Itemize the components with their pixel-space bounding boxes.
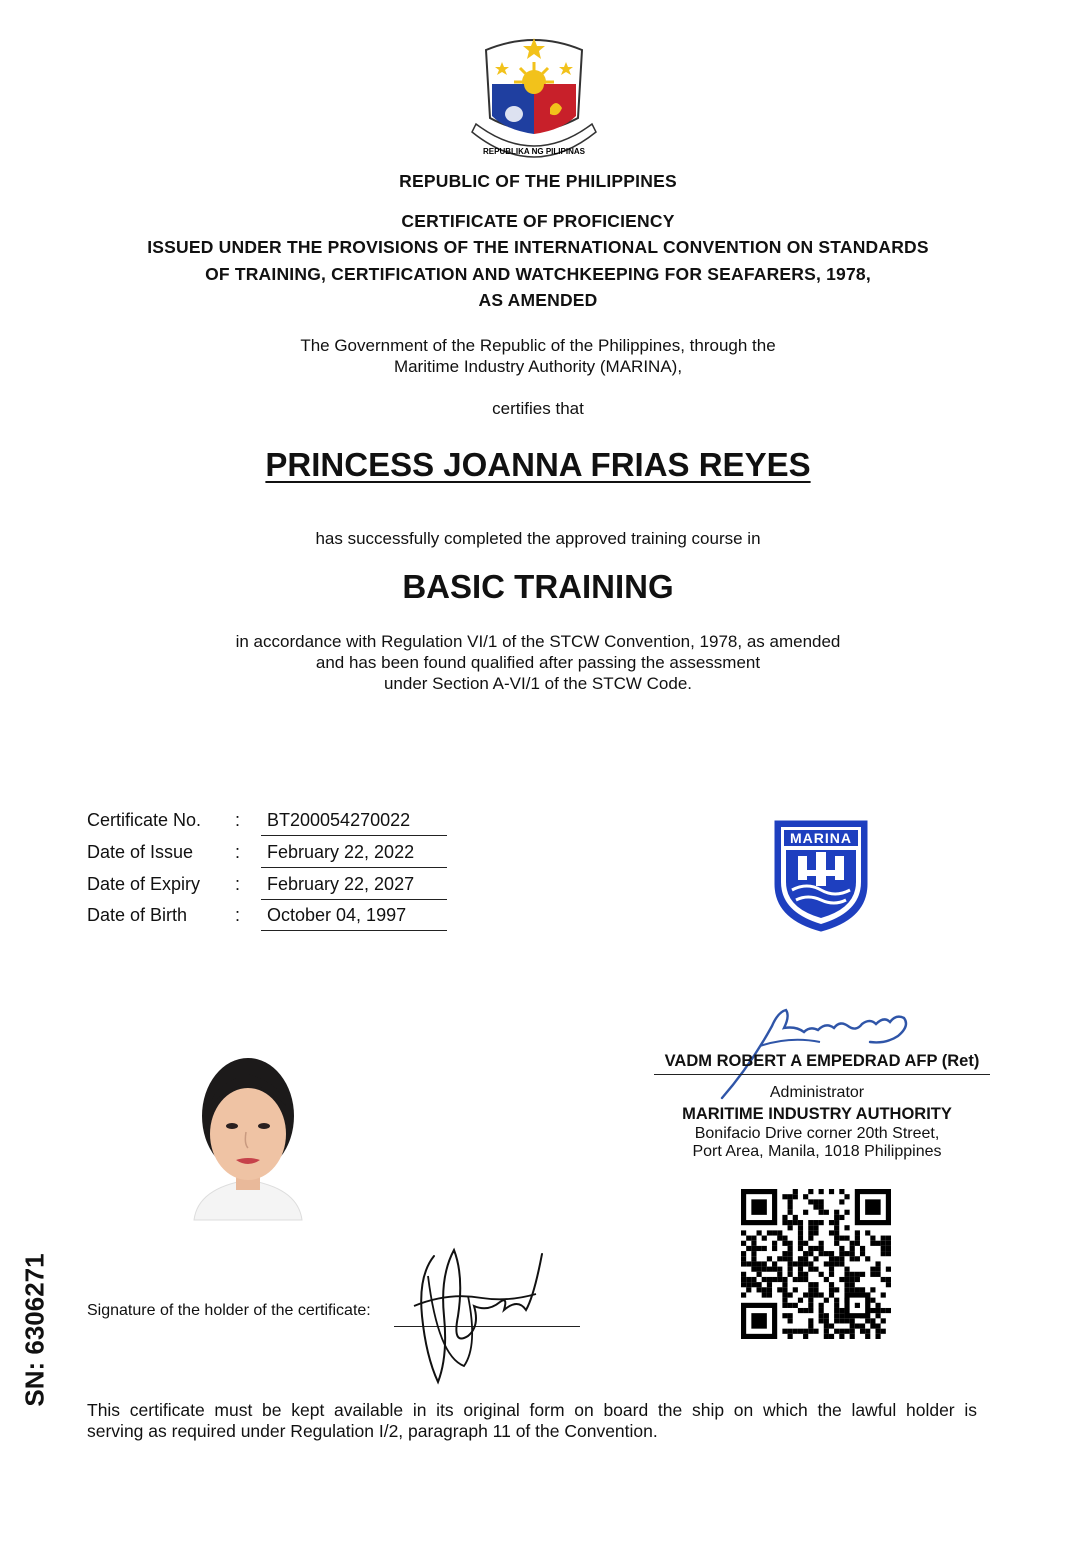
detail-value: February 22, 2027 <box>261 874 447 900</box>
certificate-title-line-3: OF TRAINING, CERTIFICATION AND WATCHKEEPING FOR SEAFARERS, 1978, <box>205 264 871 284</box>
intro-text-line-2: Maritime Industry Authority (MARINA), <box>393 357 683 376</box>
detail-label: Date of Issue <box>87 842 194 862</box>
detail-row-date-of-expiry <box>87 874 449 904</box>
serial-number: SN: 6306271 <box>19 1253 50 1407</box>
detail-colon: : <box>235 905 241 925</box>
detail-row-date-of-issue <box>87 842 449 872</box>
detail-colon: : <box>235 810 241 830</box>
administrator-signature-line <box>654 1074 990 1075</box>
certificate-title-line-4: AS AMENDED <box>478 290 598 310</box>
qr-code <box>741 1189 891 1339</box>
detail-colon: : <box>235 874 241 894</box>
holder-signature <box>408 1236 548 1386</box>
detail-label: Certificate No. <box>87 810 202 830</box>
agency-address: Bonifacio Drive corner 20th Street, <box>694 1125 940 1142</box>
footer-text-line-2: serving as required under Regulation I/2, paragraph 11 of the Convention. <box>87 1421 658 1441</box>
signature-label: Signature of the holder of the certificate: <box>87 1302 371 1319</box>
detail-value: February 22, 2022 <box>261 842 447 868</box>
detail-value: October 04, 1997 <box>261 905 447 931</box>
regulation-text-line-2: and has been found qualified after passing the assessment <box>315 653 761 672</box>
regulation-text-line-3: under Section A-VI/1 of the STCW Code. <box>383 674 693 693</box>
administrator-title: Administrator <box>769 1084 865 1101</box>
detail-label: Date of Birth <box>87 905 188 925</box>
agency-name: MARITIME INDUSTRY AUTHORITY <box>682 1105 952 1123</box>
intro-text: The Government of the Republic of the Philippines, through the <box>300 336 776 355</box>
philippine-seal-icon <box>466 32 602 166</box>
detail-label: Date of Expiry <box>87 874 201 894</box>
completed-text: has successfully completed the approved training course in <box>315 529 761 548</box>
svg-text:MARINA: MARINA <box>790 830 852 846</box>
svg-text:REPUBLIKA NG PILIPINAS: REPUBLIKA NG PILIPINAS <box>483 147 585 156</box>
regulation-text: in accordance with Regulation VI/1 of the STCW Convention, 1978, as amended <box>235 632 841 651</box>
holder-name: PRINCESS JOANNA FRIAS REYES <box>265 446 811 483</box>
administrator-name: VADM ROBERT A EMPEDRAD AFP (Ret) <box>664 1052 980 1070</box>
detail-value: BT200054270022 <box>261 810 447 836</box>
agency-address-line-2: Port Area, Manila, 1018 Philippines <box>692 1143 942 1160</box>
course-name: BASIC TRAINING <box>402 568 674 605</box>
certificate-title-line-2: ISSUED UNDER THE PROVISIONS OF THE INTERNATIONAL CONVENTION ON STANDARDS <box>147 237 929 257</box>
detail-colon: : <box>235 842 241 862</box>
country-heading: REPUBLIC OF THE PHILIPPINES <box>399 171 677 191</box>
marina-logo-icon <box>772 818 870 934</box>
holder-photo <box>186 1040 310 1230</box>
detail-row-certificate-no <box>87 810 449 840</box>
certifies-text: certifies that <box>492 399 584 418</box>
detail-row-date-of-birth <box>87 905 449 935</box>
certificate-title: CERTIFICATE OF PROFICIENCY <box>401 211 675 231</box>
footer-text: This certificate must be kept available in its original form on board the ship on which the lawful holder is <box>87 1400 977 1420</box>
